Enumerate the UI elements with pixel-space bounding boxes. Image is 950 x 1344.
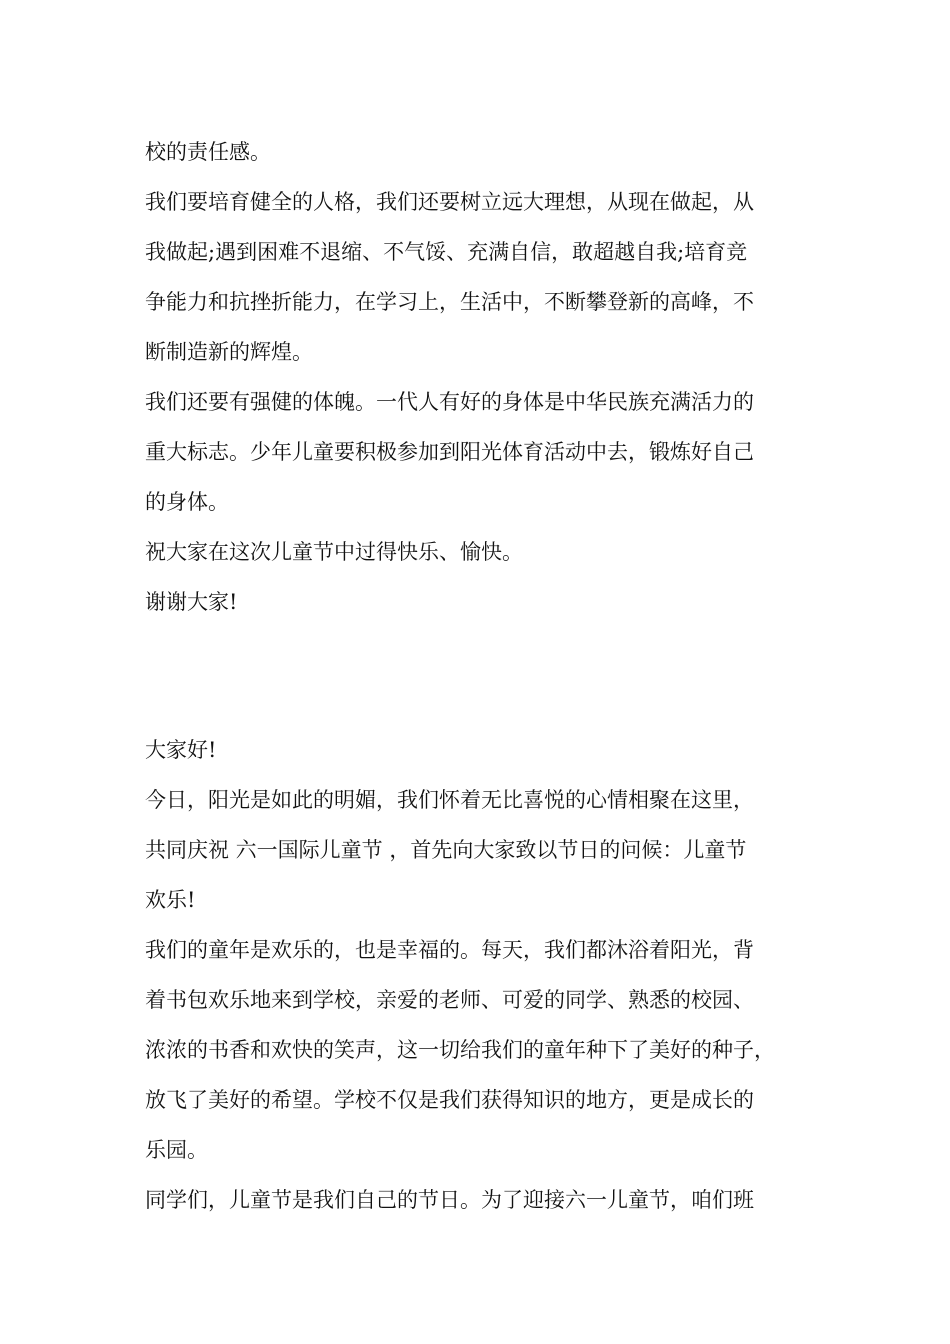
text-line: 我们要培育健全的人格，我们还要树立远大理想，从现在做起，从 (145, 190, 754, 214)
text-line: 共同庆祝 六一国际儿童节 ，首先向大家致以节日的问候：儿童节 (145, 838, 747, 862)
text-line: 祝大家在这次儿童节中过得快乐、愉快。 (145, 540, 523, 564)
text-line: 的身体。 (145, 490, 229, 514)
text-line: 谢谢大家! (145, 590, 238, 614)
text-line: 大家好! (145, 738, 217, 762)
text-line: 欢乐! (145, 888, 196, 912)
text-line: 同学们，儿童节是我们自己的节日。为了迎接六一儿童节，咱们班 (145, 1188, 754, 1212)
text-line: 放飞了美好的希望。学校不仅是我们获得知识的地方，更是成长的 (145, 1088, 754, 1112)
text-line: 浓浓的书香和欢快的笑声，这一切给我们的童年种下了美好的种子， (145, 1038, 775, 1062)
text-line: 我们的童年是欢乐的，也是幸福的。每天，我们都沐浴着阳光，背 (145, 938, 754, 962)
text-line: 校的责任感。 (145, 140, 271, 164)
text-line: 着书包欢乐地来到学校，亲爱的老师、可爱的同学、熟悉的校园、 (145, 988, 754, 1012)
text-line: 重大标志。少年儿童要积极参加到阳光体育活动中去，锻炼好自己 (145, 440, 754, 464)
text-line: 我们还要有强健的体魄。一代人有好的身体是中华民族充满活力的 (145, 390, 754, 414)
text-line: 乐园。 (145, 1138, 208, 1162)
text-line: 争能力和抗挫折能力，在学习上，生活中，不断攀登新的高峰，不 (145, 290, 754, 314)
text-line: 断制造新的辉煌。 (145, 340, 313, 364)
text-line: 我做起;遇到困难不退缩、不气馁、充满自信，敢超越自我;培育竞 (145, 240, 748, 264)
text-line: 今日，阳光是如此的明媚，我们怀着无比喜悦的心情相聚在这里， (145, 788, 754, 812)
